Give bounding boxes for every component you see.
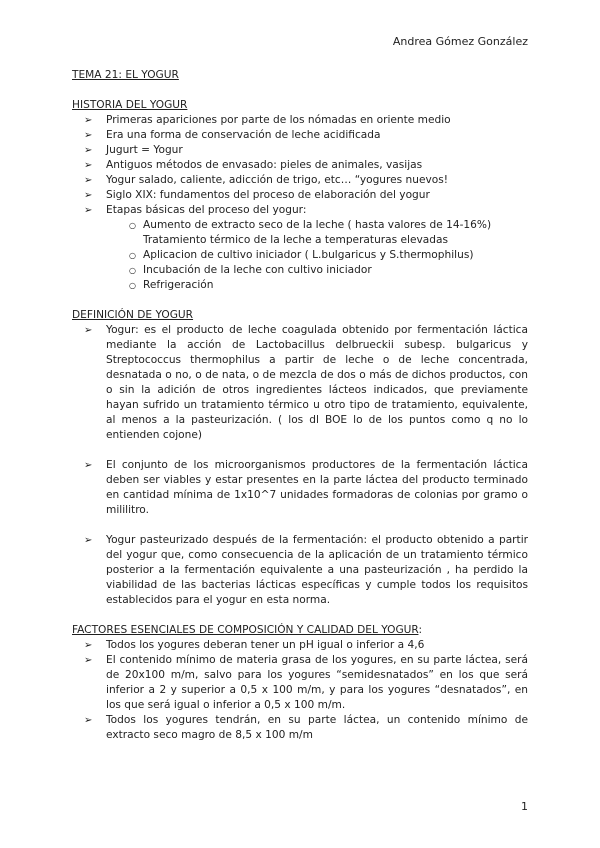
arrow-bullet-icon: ➢: [84, 640, 93, 651]
arrow-bullet-icon: ➢: [84, 130, 93, 141]
arrow-bullet-icon: ➢: [84, 160, 93, 171]
list-item: ➢ El contenido mínimo de materia grasa de los yogures, en su parte láctea, será de 20x100 m/m, salvo para los yogures “semidesnatados” en los que será inferior a 2 y superior a 0,5 x 100 m/m, y para los yogures “desnatados”, en los que será igual o inferior a 0,5 x 100 m/m.: [72, 653, 528, 713]
list-item: ➢ Jugurt = Yogur: [72, 143, 528, 158]
circle-bullet-icon: ○: [129, 221, 136, 230]
document-body: [72, 68, 528, 743]
list-item: ➢ Todos los yogures deberan tener un pH igual o inferior a 4,6: [72, 638, 528, 653]
list-item: ➢ Todos los yogures tendrán, en su parte láctea, un contenido mínimo de extracto seco magro de 8,5 x 100 m/m: [72, 713, 528, 743]
arrow-bullet-icon: ➢: [84, 715, 93, 726]
section-heading-definicion: DEFINICIÓN DE YOGUR: [72, 309, 194, 321]
list-item: ➢ El conjunto de los microorganismos productores de la fermentación láctica deben ser viables y estar presentes en la parte láctea del producto terminado en cantidad mínima de 1x10^7 unidades formadoras de colonias por gramo o mililitro.: [72, 458, 528, 518]
sub-list-item: ○ Aumento de extracto seco de la leche ( hasta valores de 14-16%) Tratamiento térmico de la leche a temperaturas elevadas: [72, 218, 528, 248]
page-title: TEMA 21: EL YOGUR: [72, 69, 179, 81]
circle-bullet-icon: ○: [129, 281, 136, 290]
list-item: ➢ Yogur: es el producto de leche coagulada obtenido por fermentación láctica mediante la acción de Lactobacillus delbrueckii subesp. bulgaricus y Streptococcus thermophilus a partir de leche o de leche concentrada, desnatada o no, o de nata, o de mezcla de dos o más de dichos productos, con o sin la adición de otros ingredientes lácteos indicados, que previamente hayan sufrido un tratamiento térmico u otro tipo de tratamiento, equivalente, al menos a la pasteurización. ( los dl BOE lo de los puntos como q no lo entienden cojone): [72, 323, 528, 443]
arrow-bullet-icon: ➢: [84, 655, 93, 666]
arrow-bullet-icon: ➢: [84, 115, 93, 126]
list-item: ➢ Yogur pasteurizado después de la fermentación: el producto obtenido a partir del yogur que, como consecuencia de la aplicación de un tratamiento térmico posterior a la fermentación equivalente a una pasteurización , ha perdido la viabilidad de las bacterias lácticas específicas y cumple todos los requisitos establecidos para el yogur en esta norma.: [72, 533, 528, 608]
arrow-bullet-icon: ➢: [84, 535, 93, 546]
circle-bullet-icon: ○: [129, 266, 136, 275]
arrow-bullet-icon: ➢: [84, 325, 93, 336]
page-number: 1: [521, 800, 528, 813]
list-item: ➢ Etapas básicas del proceso del yogur:: [72, 203, 528, 218]
arrow-bullet-icon: ➢: [84, 190, 93, 201]
list-item: ➢ Antiguos métodos de envasado: pieles de animales, vasijas: [72, 158, 528, 173]
header-author: Andrea Gómez González: [392, 35, 528, 48]
arrow-bullet-icon: ➢: [84, 145, 93, 156]
list-item: ➢ Primeras apariciones por parte de los nómadas en oriente medio: [72, 113, 528, 128]
arrow-bullet-icon: ➢: [84, 205, 93, 216]
sub-list-item: ○ Aplicacion de cultivo iniciador ( L.bulgaricus y S.thermophilus): [72, 248, 528, 263]
sub-list-item: ○ Refrigeración: [72, 278, 528, 293]
list-item: ➢ Siglo XIX: fundamentos del proceso de elaboración del yogur: [72, 188, 528, 203]
circle-bullet-icon: ○: [129, 251, 136, 260]
list-item: ➢ Era una forma de conservación de leche acidificada: [72, 128, 528, 143]
section-heading-historia: HISTORIA DEL YOGUR: [72, 99, 188, 111]
sub-list-item: ○ Incubación de la leche con cultivo iniciador: [72, 263, 528, 278]
list-item: ➢ Yogur salado, caliente, adicción de trigo, etc… “yogures nuevos!: [72, 173, 528, 188]
section-heading-factores: FACTORES ESENCIALES DE COMPOSICIÓN Y CALIDAD DEL YOGUR:: [72, 624, 423, 636]
arrow-bullet-icon: ➢: [84, 460, 93, 471]
arrow-bullet-icon: ➢: [84, 175, 93, 186]
